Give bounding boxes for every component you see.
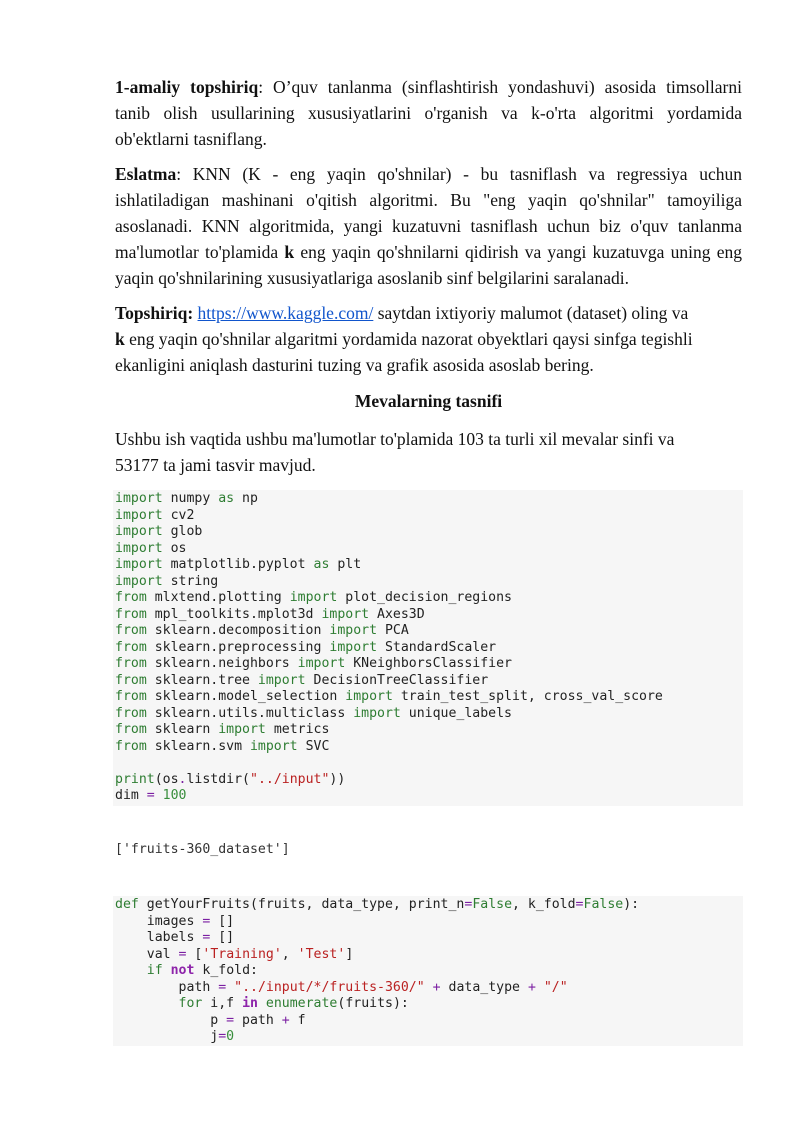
code-line [115, 623, 743, 640]
code-line [115, 788, 743, 805]
code-line [115, 930, 743, 947]
code-token: = [202, 930, 211, 945]
note-k: k [284, 242, 295, 262]
code-token: import [218, 722, 266, 737]
code-token: from [115, 689, 147, 704]
code-line [115, 524, 743, 541]
task-text-b: eng yaqin qo'shnilar algaritmi yordamida nazorat obyektlari qaysi sinfga tegishli ekanligini aniqlash dasturini tuzing va grafik asosida asoslab bering. [115, 329, 693, 375]
code-token: , [281, 946, 298, 962]
code-token: = [178, 946, 187, 962]
code-token: j [115, 1029, 219, 1044]
code-token [115, 963, 147, 978]
code-token: labels [115, 930, 203, 945]
code-token [115, 996, 179, 1011]
intro-paragraph [115, 426, 742, 478]
code-token: 100 [162, 788, 187, 803]
code-token: images [115, 913, 203, 929]
code-token: matplotlib.pyplot [162, 557, 314, 572]
intro-line-1: Ushbu ish vaqtida ushbu ma'lumotlar to'plamida 103 ta turli xil mevalar sinfi va [115, 429, 675, 449]
code-token: = [202, 913, 211, 929]
code-line [115, 673, 743, 690]
code-token: sklearn.tree [146, 672, 258, 688]
code-token: + [527, 979, 536, 995]
code-token: ] [345, 946, 354, 962]
code-token: import [321, 606, 370, 622]
code-line [115, 947, 743, 964]
code-token: = [464, 897, 473, 912]
code-token [425, 980, 433, 995]
code-token: glob [162, 524, 203, 539]
code-token: import [329, 623, 378, 638]
code-token: sklearn [146, 722, 219, 737]
code-token: , k_fold [512, 897, 576, 912]
task-text-a: saytdan ixtiyoriy malumot (dataset) oling va [373, 303, 689, 323]
code-token: enumerate [265, 996, 338, 1011]
code-line [115, 963, 743, 980]
section-title: Mevalarning tasnifi [354, 391, 503, 411]
code-token: p [115, 1012, 227, 1028]
task1-label: 1-amaliy topshiriq [115, 77, 259, 97]
code-token: [] [210, 930, 235, 945]
code-token: import [115, 491, 163, 506]
code-token: Axes3D [369, 606, 425, 622]
code-token: StandardScaler [377, 639, 497, 655]
code-token: = [575, 897, 584, 912]
code-line [115, 508, 743, 525]
code-token: print [115, 771, 155, 787]
code-token: (os [154, 771, 179, 787]
code-token: as [218, 491, 235, 506]
code-token: from [115, 606, 147, 622]
code-token: for [178, 996, 203, 1011]
code-cell-function [113, 896, 743, 1046]
code-output: ['fruits-360_dataset'] [115, 842, 290, 857]
task-label: Topshiriq: [115, 303, 194, 323]
note-paragraph [115, 161, 742, 291]
code-token [536, 980, 544, 995]
code-line [115, 541, 743, 558]
code-line [115, 574, 743, 591]
note-text-a: : KNN (K - eng yaqin qo'shnilar) - bu tasniflash va regressiya uchun ishlatiladigan mashinani o'qitish algoritmi. Bu "eng yaqin qo'shnilar" tamoyiliga asoslanadi. KNN algoritmida, yangi kuzatuvni tasniflash uchun biz o'quv tanlanma ma'lumotlar to'plamida [115, 164, 742, 262]
code-token: PCA [377, 623, 409, 638]
code-token: path [115, 979, 219, 995]
code-token: sklearn.decomposition [146, 623, 330, 638]
note-text-b: eng yaqin qo'shnilarni qidirish va yangi kuzatuvga uning eng yaqin qo'shnilarining xususiyatlariga asoslanib sinf belgilarini saralanadi. [115, 242, 742, 288]
code-token: = [146, 788, 155, 803]
code-token: sklearn.preprocessing [146, 639, 330, 655]
code-token: from [115, 722, 147, 737]
code-line [115, 755, 743, 772]
code-token: if [146, 963, 163, 978]
code-line [115, 656, 743, 673]
code-token: "/" [543, 979, 568, 995]
code-token: from [115, 623, 147, 638]
code-token: listdir( [186, 771, 251, 787]
code-token: from [115, 590, 147, 605]
code-line [115, 706, 743, 723]
code-token: cv2 [162, 507, 195, 523]
code-token: = [226, 1012, 235, 1028]
code-token: import [115, 507, 163, 523]
code-line [115, 590, 743, 607]
code-token [258, 996, 266, 1011]
code-token: data_type [440, 979, 528, 995]
code-token: + [432, 979, 441, 995]
code-token: plt [329, 557, 362, 572]
code-token: False [472, 897, 513, 912]
code-token: 'Test' [297, 946, 346, 962]
code-token: i,f [202, 996, 243, 1011]
code-token: not [170, 963, 195, 978]
task1-text: : O’quv tanlanma (sinflashtirish yondashuvi) asosida timsollarni tanib olish usullarining xususiyatlarini o'rganish va k-o'rta algoritmi yordamida ob'ektlarni tasniflang. [115, 77, 742, 149]
code-token: import [289, 590, 338, 605]
kaggle-link[interactable]: https://www.kaggle.com/ [197, 303, 374, 323]
task-k: k [115, 329, 125, 349]
code-token: string [162, 573, 219, 589]
code-token: (fruits): [337, 996, 409, 1011]
code-token: from [115, 705, 147, 721]
code-token: [] [210, 913, 235, 929]
code-token: import [329, 639, 378, 655]
code-token: def [115, 897, 139, 912]
code-token [155, 788, 163, 803]
intro-line-2: 53177 ta jami tasvir mavjud. [115, 455, 316, 475]
code-cell-imports [113, 490, 743, 806]
code-token: import [353, 705, 401, 721]
code-token: as [313, 557, 330, 572]
code-token: getYourFruits(fruits, data_type, print_n [138, 897, 465, 912]
code-token: dim [115, 788, 147, 803]
code-token: [ [186, 946, 203, 962]
code-token: import [115, 524, 163, 539]
code-token: 'Training' [202, 946, 282, 962]
code-token: unique_labels [400, 705, 512, 721]
code-line [115, 996, 743, 1013]
code-token: from [115, 656, 147, 671]
code-token: metrics [265, 722, 330, 737]
code-token: "../input" [250, 771, 330, 787]
code-token: mpl_toolkits.mplot3d [146, 606, 322, 622]
code-line [115, 557, 743, 574]
code-token: = [218, 1029, 227, 1044]
code-token: import [115, 557, 163, 572]
code-token: numpy [162, 491, 219, 506]
code-token: + [281, 1012, 290, 1028]
code-token: import [115, 573, 163, 589]
code-token: DecisionTreeClassifier [305, 672, 489, 688]
code-token: in [242, 996, 258, 1011]
code-line [115, 689, 743, 706]
code-token: val [115, 946, 179, 962]
code-token: mlxtend.plotting [146, 590, 290, 605]
code-token: from [115, 738, 147, 754]
note-label: Eslatma [115, 164, 177, 184]
code-token: f [289, 1012, 306, 1028]
code-token: )) [329, 771, 346, 787]
code-token: from [115, 639, 147, 655]
code-token: sklearn.utils.multiclass [146, 705, 354, 721]
code-token: from [115, 672, 147, 688]
code-token: plot_decision_regions [337, 590, 512, 605]
code-token: import [257, 672, 306, 688]
code-line [115, 739, 743, 756]
code-line [115, 640, 743, 657]
code-line [115, 914, 743, 931]
code-token: False [583, 897, 624, 912]
code-token: = [218, 979, 227, 995]
code-token: import [297, 656, 346, 671]
task-paragraph [115, 300, 742, 378]
task1-paragraph [115, 74, 742, 152]
code-line [115, 1013, 743, 1030]
code-token: 0 [226, 1029, 235, 1044]
code-line [115, 897, 743, 914]
code-line [115, 491, 743, 508]
code-line [115, 980, 743, 997]
code-token: os [162, 540, 187, 556]
code-line [115, 772, 743, 789]
code-token: "../input/*/fruits-360/" [234, 979, 425, 995]
code-line [115, 1029, 743, 1046]
code-line [115, 722, 743, 739]
code-token: KNeighborsClassifier [345, 656, 512, 671]
code-token: ): [623, 897, 640, 912]
code-token: sklearn.neighbors [146, 656, 298, 671]
code-token: import [115, 540, 163, 556]
code-token: import [345, 689, 393, 704]
code-token: sklearn.svm [146, 738, 250, 754]
code-token: np [234, 491, 258, 506]
code-token: import [249, 738, 298, 754]
code-token: sklearn.model_selection [146, 689, 346, 704]
code-token: . [178, 771, 187, 787]
code-token [226, 980, 234, 995]
code-line [115, 607, 743, 624]
code-token: train_test_split, cross_val_score [392, 689, 663, 704]
code-token: k_fold: [194, 963, 258, 978]
code-token: path [234, 1012, 282, 1028]
code-token: SVC [297, 738, 330, 754]
code-token [163, 963, 171, 978]
